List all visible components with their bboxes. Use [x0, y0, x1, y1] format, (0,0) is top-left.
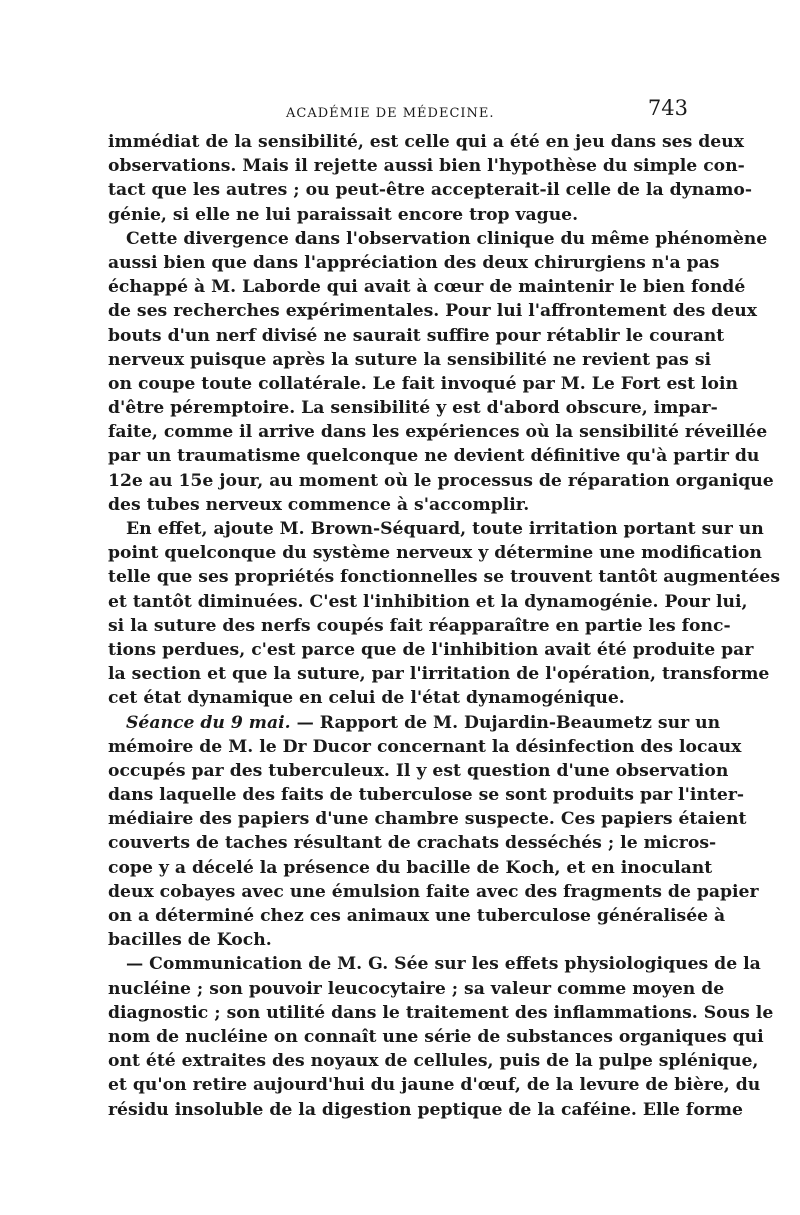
paragraph	[108, 711, 759, 953]
text-line: — Communication de M. G. Sée sur les effets physiologiques de la	[126, 954, 761, 975]
text-line: et tantôt diminuées. C'est l'inhibition et la dynamogénie. Pour lui,	[108, 591, 748, 612]
text-line: 12e au 15e jour, au moment où le processus de réparation organique	[108, 470, 774, 491]
text-line: si la suture des nerfs coupés fait réapparaître en partie les fonc-	[108, 615, 731, 636]
text-line: bouts d'un nerf divisé ne saurait suffire pour rétablir le courant	[108, 325, 725, 346]
paragraph	[108, 517, 781, 711]
text-line: par un traumatisme quelconque ne devient définitive qu'à partir du	[108, 446, 760, 467]
text-line: génie, si elle ne lui paraissait encore trop vague.	[108, 204, 579, 225]
text-line: nerveux puisque après la suture la sensibilité ne revient pas si	[108, 349, 712, 370]
text-line: Cette divergence dans l'observation clinique du même phénomène	[126, 228, 768, 249]
page-number: 743	[647, 96, 688, 120]
text-line: cope y a décelé la présence du bacille de Koch, et en inoculant	[108, 857, 713, 878]
session-label: Séance du 9 mai.	[126, 712, 291, 733]
page-body	[108, 130, 781, 1122]
text-line: dans laquelle des faits de tuberculose se sont produits par l'inter-	[108, 785, 745, 806]
text-span: — Rapport de M. Dujardin-Beaumetz sur un	[290, 712, 721, 733]
text-line: on a déterminé chez ces animaux une tuberculose généralisée à	[108, 906, 726, 926]
text-line: diagnostic ; son utilité dans le traitement des inflammations. Sous le	[108, 1002, 774, 1023]
text-line: observations. Mais il rejette aussi bien l'hypothèse du simple con-	[108, 156, 745, 177]
text-line: telle que ses propriétés fonctionnelles se trouvent tantôt augmentées	[108, 567, 781, 588]
text-line: mémoire de M. le Dr Ducor concernant la désinfection des locaux	[108, 736, 742, 757]
text-line: cet état dynamique en celui de l'état dynamogénique.	[108, 688, 625, 709]
text-line: aussi bien que dans l'appréciation des deux chirurgiens n'a pas	[108, 252, 720, 273]
paragraph	[108, 952, 774, 1121]
paragraph	[108, 130, 753, 227]
text-line: des tubes nerveux commence à s'accomplir.	[108, 494, 530, 515]
text-line: résidu insoluble de la digestion peptique de la caféine. Elle forme	[108, 1099, 743, 1120]
text-line: bacilles de Koch.	[108, 930, 272, 951]
text-line: tions perdues, c'est parce que de l'inhibition avait été produite par	[108, 639, 754, 660]
text-line: deux cobayes avec une émulsion faite avec des fragments de papier	[108, 881, 759, 902]
text-line: on coupe toute collatérale. Le fait invoqué par M. Le Fort est loin	[108, 373, 739, 394]
text-line: faite, comme il arrive dans les expériences où la sensibilité réveillée	[108, 422, 768, 443]
text-line: nom de nucléine on connaît une série de substances organiques qui	[108, 1026, 764, 1047]
text-line: et qu'on retire aujourd'hui du jaune d'œuf, de la levure de bière, du	[108, 1075, 761, 1096]
paragraph	[108, 227, 774, 517]
page-header	[108, 96, 698, 126]
text-line: médiaire des papiers d'une chambre suspecte. Ces papiers étaient	[108, 809, 747, 830]
text-line: d'être péremptoire. La sensibilité y est d'abord obscure, impar-	[108, 398, 718, 419]
text-line: nucléine ; son pouvoir leucocytaire ; sa valeur comme moyen de	[108, 978, 725, 999]
text-line: tact que les autres ; ou peut-être accepterait-il celle de la dynamo-	[108, 180, 753, 201]
text-line: ont été extraites des noyaux de cellules, puis de la pulpe splénique,	[108, 1051, 759, 1072]
text-line: En effet, ajoute M. Brown-Séquard, toute irritation portant sur un	[126, 519, 764, 539]
text-line: occupés par des tuberculeux. Il y est question d'une observation	[108, 760, 729, 781]
text-line: couverts de taches résultant de crachats desséchés ; le micros-	[108, 833, 717, 854]
text-line: la section et que la suture, par l'irritation de l'opération, transforme	[108, 664, 770, 685]
text-line: de ses recherches expérimentales. Pour lui l'affrontement des deux	[108, 301, 758, 322]
text-line: immédiat de la sensibilité, est celle qui a été en jeu dans ses deux	[108, 132, 744, 152]
text-line	[108, 711, 721, 735]
text-line: point quelconque du système nerveux y détermine une modification	[108, 543, 762, 564]
text-line: échappé à M. Laborde qui avait à cœur de maintenir le bien fondé	[108, 277, 746, 298]
running-title: ACADÉMIE DE MÉDECINE.	[286, 106, 495, 121]
